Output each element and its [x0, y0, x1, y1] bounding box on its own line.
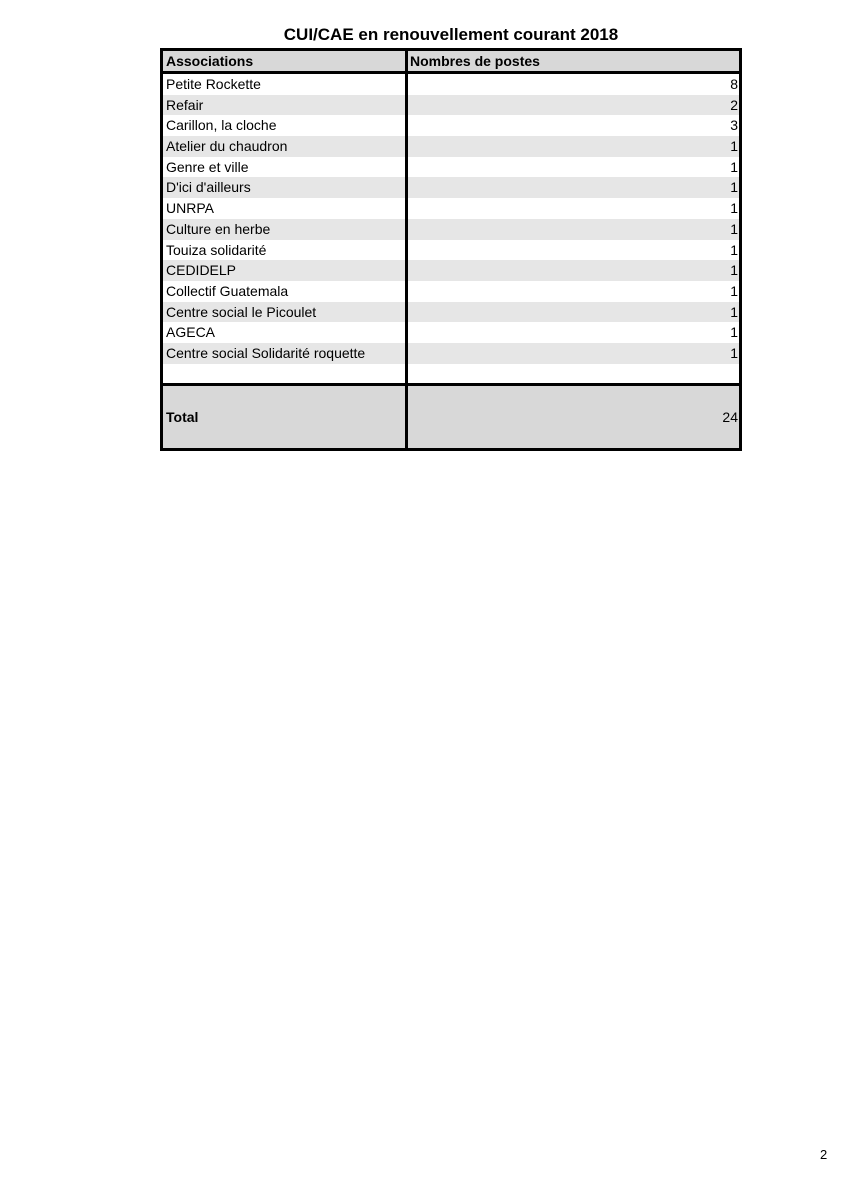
- table-row: [163, 260, 739, 281]
- page-number: 2: [820, 1147, 828, 1162]
- postes-count: 1: [730, 262, 738, 279]
- total-value: 24: [722, 408, 738, 425]
- association-name: Atelier du chaudron: [163, 136, 408, 157]
- table-row: [163, 115, 739, 136]
- association-name: Centre social Solidarité roquette: [163, 343, 408, 364]
- postes-count: 1: [730, 282, 738, 299]
- association-name: Culture en herbe: [163, 219, 408, 240]
- table-row: [163, 177, 739, 198]
- postes-count: 1: [730, 179, 738, 196]
- postes-count: 1: [730, 138, 738, 155]
- table-row: [163, 281, 739, 302]
- association-name: Carillon, la cloche: [163, 115, 408, 136]
- header-associations: Associations: [163, 51, 408, 71]
- postes-count: 1: [730, 200, 738, 217]
- blank-cell: [408, 364, 739, 383]
- postes-count: 8: [730, 76, 738, 92]
- association-name: Refair: [163, 95, 408, 116]
- postes-count: 3: [730, 117, 738, 134]
- blank-cell: [163, 364, 408, 383]
- table-row: [163, 95, 739, 116]
- association-name: Collectif Guatemala: [163, 281, 408, 302]
- postes-count: 1: [730, 324, 738, 341]
- total-row: [163, 383, 739, 448]
- association-name: Touiza solidarité: [163, 240, 408, 261]
- blank-row: [163, 364, 739, 383]
- association-name: D'ici d'ailleurs: [163, 177, 408, 198]
- table-row: [163, 198, 739, 219]
- association-name: AGECA: [163, 322, 408, 343]
- association-name: Petite Rockette: [163, 74, 408, 95]
- table-row: [163, 219, 739, 240]
- postes-count: 1: [730, 241, 738, 258]
- postes-table: [160, 48, 742, 451]
- table-row: [163, 343, 739, 364]
- table-row: [163, 322, 739, 343]
- page-title: CUI/CAE en renouvellement courant 2018: [283, 25, 619, 44]
- association-name: UNRPA: [163, 198, 408, 219]
- table-row: [163, 240, 739, 261]
- header-nombres-de-postes: Nombres de postes: [410, 53, 540, 69]
- table-row: [163, 136, 739, 157]
- postes-count: 1: [730, 220, 738, 237]
- table-row: [163, 157, 739, 178]
- postes-count: 1: [730, 158, 738, 175]
- association-name: Centre social le Picoulet: [163, 302, 408, 323]
- table-header-row: [163, 51, 739, 74]
- postes-count: 2: [730, 96, 738, 113]
- association-name: CEDIDELP: [163, 260, 408, 281]
- table-row: [163, 302, 739, 323]
- postes-count: 1: [730, 303, 738, 320]
- table-row: [163, 74, 739, 95]
- total-label: Total: [163, 386, 408, 448]
- postes-count: 1: [730, 344, 738, 361]
- association-name: Genre et ville: [163, 157, 408, 178]
